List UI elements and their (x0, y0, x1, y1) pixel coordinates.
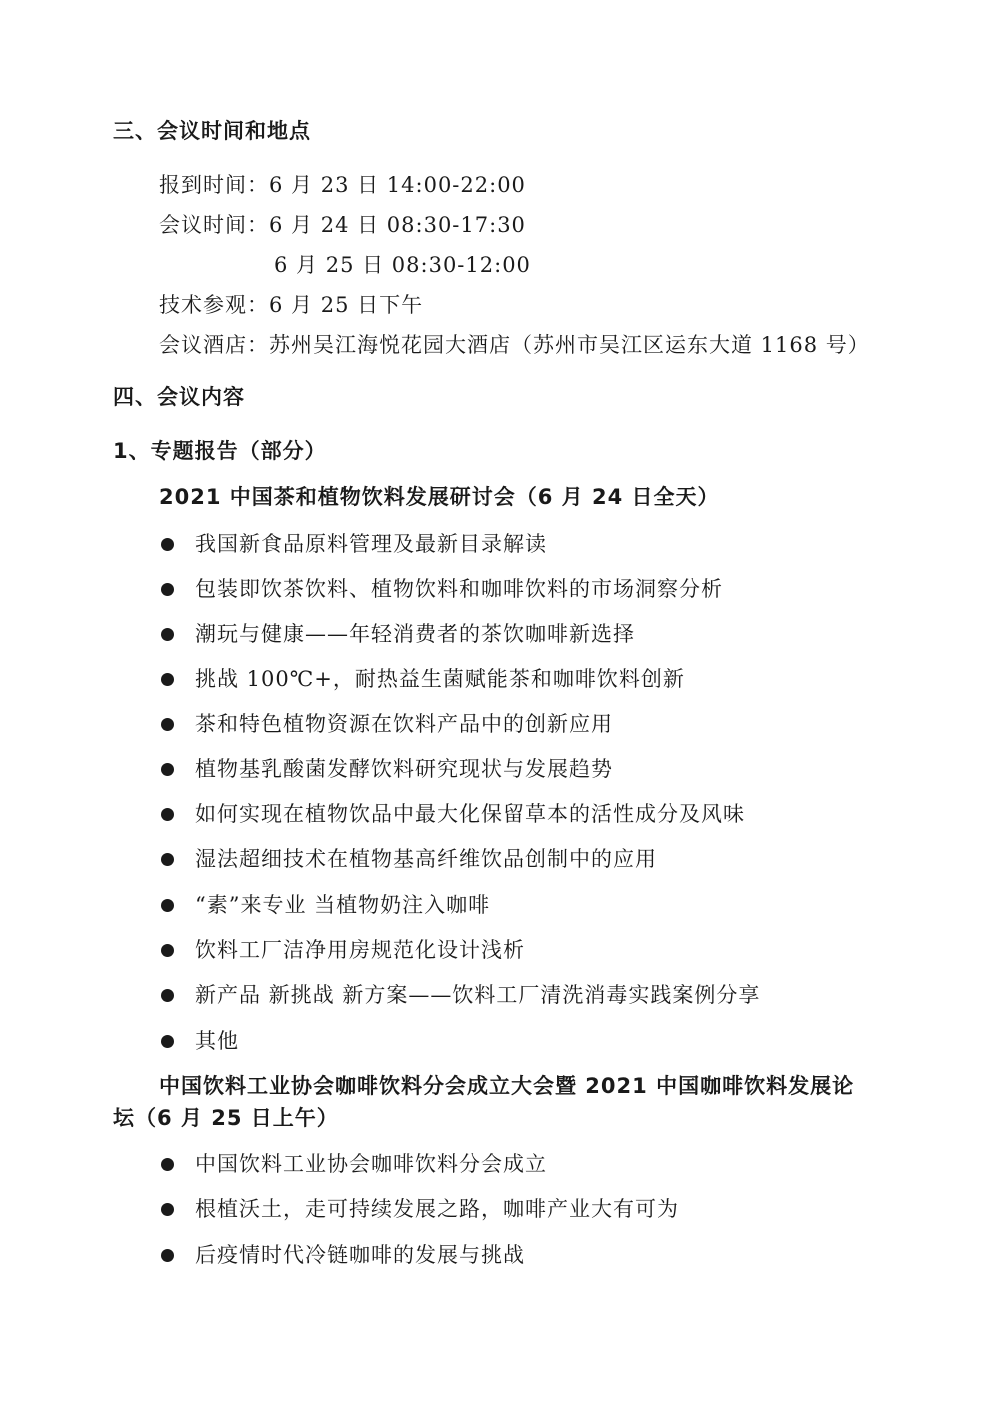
list-item: 如何实现在植物饮品中最大化保留草本的活性成分及风味 (195, 802, 745, 826)
hotel-value: 苏州吴江海悦花园大酒店（苏州市吴江区运东大道 1168 号） (269, 333, 870, 357)
list-item: “素”来专业 当植物奶注入咖啡 (195, 893, 491, 917)
bullet-icon (161, 628, 174, 641)
list-item: 根植沃土，走可持续发展之路，咖啡产业大有可为 (195, 1197, 679, 1221)
bullet-icon (161, 1249, 174, 1262)
tech-visit-label: 技术参观： (159, 293, 269, 317)
subsection-heading-1: 1、专题报告（部分） (113, 439, 327, 463)
hotel-row (159, 331, 870, 359)
meeting-time-value-1: 6 月 24 日 08:30-17:30 (269, 213, 526, 237)
tech-visit-value: 6 月 25 日下午 (269, 293, 424, 317)
meeting-time-row (159, 211, 526, 239)
bullet-icon (161, 673, 174, 686)
checkin-time-row (159, 171, 526, 199)
section-heading-4: 四、会议内容 (113, 385, 245, 409)
list-item: 其他 (195, 1029, 239, 1053)
meeting-time-label: 会议时间： (159, 213, 269, 237)
list-item: 新产品 新挑战 新方案——饮料工厂清洗消毒实践案例分享 (195, 983, 761, 1007)
bullet-icon (161, 1158, 174, 1171)
bullet-icon (161, 808, 174, 821)
list-item: 植物基乳酸菌发酵饮料研究现状与发展趋势 (195, 757, 613, 781)
bullet-icon (161, 583, 174, 596)
list-item: 中国饮料工业协会咖啡饮料分会成立 (195, 1152, 547, 1176)
meeting-time-value-2: 6 月 25 日 08:30-12:00 (274, 253, 531, 277)
forum2-title-line1: 中国饮料工业协会咖啡饮料分会成立大会暨 2021 中国咖啡饮料发展论 (159, 1074, 855, 1098)
bullet-icon (161, 853, 174, 866)
bullet-icon (161, 899, 174, 912)
list-item: 后疫情时代冷链咖啡的发展与挑战 (195, 1243, 525, 1267)
list-item: 饮料工厂洁净用房规范化设计浅析 (195, 938, 525, 962)
checkin-time-label: 报到时间： (159, 173, 269, 197)
list-item: 茶和特色植物资源在饮料产品中的创新应用 (195, 712, 613, 736)
tech-visit-row (159, 291, 423, 319)
list-item: 挑战 100℃+，耐热益生菌赋能茶和咖啡饮料创新 (195, 667, 685, 691)
forum2-title-line2: 坛（6 月 25 日上午） (113, 1106, 339, 1130)
hotel-label: 会议酒店： (159, 333, 269, 357)
bullet-icon (161, 1203, 174, 1216)
checkin-time-value: 6 月 23 日 14:00-22:00 (269, 173, 526, 197)
bullet-icon (161, 944, 174, 957)
list-item: 潮玩与健康——年轻消费者的茶饮咖啡新选择 (195, 622, 635, 646)
list-item: 湿法超细技术在植物基高纤维饮品创制中的应用 (195, 847, 657, 871)
list-item: 我国新食品原料管理及最新目录解读 (195, 532, 547, 556)
section-heading-3: 三、会议时间和地点 (113, 119, 311, 143)
list-item: 包装即饮茶饮料、植物饮料和咖啡饮料的市场洞察分析 (195, 577, 723, 601)
bullet-icon (161, 538, 174, 551)
forum1-title: 2021 中国茶和植物饮料发展研讨会（6 月 24 日全天） (159, 485, 720, 509)
bullet-icon (161, 718, 174, 731)
bullet-icon (161, 989, 174, 1002)
bullet-icon (161, 763, 174, 776)
bullet-icon (161, 1035, 174, 1048)
